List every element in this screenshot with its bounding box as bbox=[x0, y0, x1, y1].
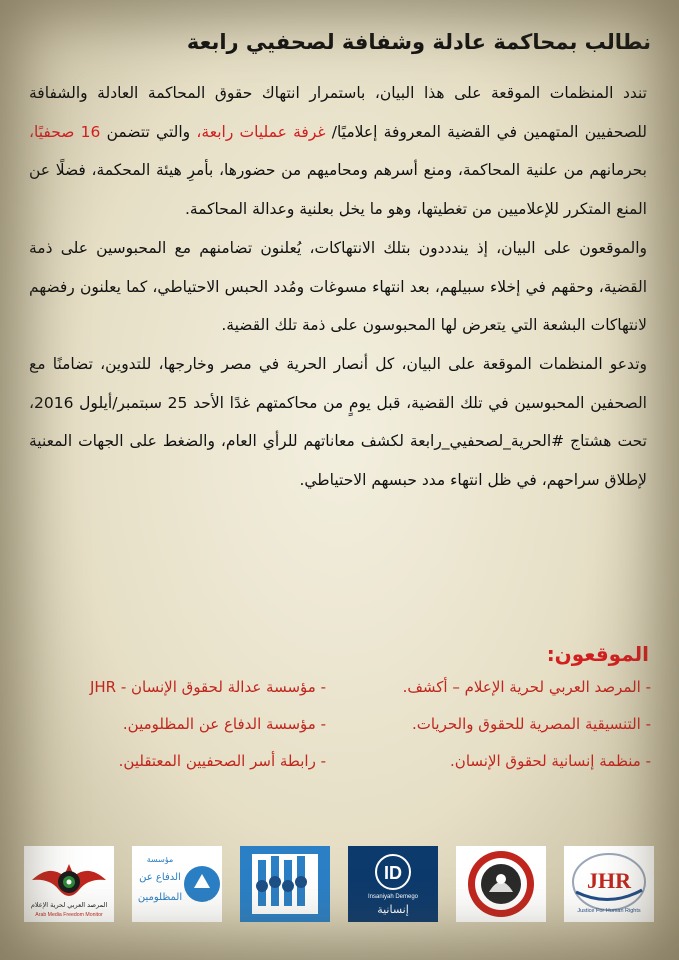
amfm-logo-en: Arab Media Freedom Monitor bbox=[35, 912, 103, 918]
amfm-logo-graphic bbox=[24, 846, 114, 922]
signer-item: - رابطة أسر الصحفيين المعتقلين. bbox=[118, 752, 326, 770]
insaniyah-logo-arabic: إنسانية bbox=[377, 903, 409, 916]
amfm-logo-text: المرصد العربي لحرية الإعلام bbox=[30, 901, 108, 909]
signer-item: - المرصد العربي لحرية الإعلام – أكشف. bbox=[402, 678, 651, 696]
defense-of-oppressed-logo bbox=[132, 846, 222, 922]
svg-text:الدفاع عن: الدفاع عن bbox=[139, 872, 181, 883]
jhr-logo-graphic bbox=[564, 846, 654, 922]
defense-logo-graphic bbox=[132, 846, 222, 922]
svg-text:مؤسسة: مؤسسة bbox=[146, 855, 174, 864]
paragraph-1-text-b: والتي تتضمن bbox=[100, 122, 197, 141]
ecrf-logo bbox=[456, 846, 546, 922]
paragraph-2: والموقعون على البيان، إذ يندددون بتلك الانتهاكات، يُعلنون تضامنهم مع المحبوسين على ذمة القضية، وحقهم في إخلاء سبيلهم، بعد انتهاء مسوغات ومُدد الحبس الاحتياطي، كما يعلنون رفضهم لانتهاكات البشعة التي يتعرض لها المحبوسون على ذمة تلك القضية. bbox=[29, 238, 647, 335]
fists-pens-icon bbox=[240, 846, 330, 922]
svg-text:المظلومين: المظلومين bbox=[137, 892, 183, 903]
amfm-logo bbox=[24, 846, 114, 922]
signer-item: - مؤسسة الدفاع عن المظلومين. bbox=[122, 715, 326, 733]
statement-body bbox=[29, 74, 647, 500]
paragraph-1 bbox=[29, 74, 647, 229]
signer-item: - التنسيقية المصرية للحقوق والحريات. bbox=[411, 715, 651, 733]
paragraph-1-text-c: بحرمانهم من علنية المحاكمة، ومنع أسرهم ومحاميهم من حضورها، بأمرِ هيئة المحكمة، فضلًا عن المنع المتكرر للإعلاميين من تغطيتها، وهو ما يخل بعلنية وعدالة المحاكمة. bbox=[29, 161, 647, 219]
signers-list bbox=[21, 676, 651, 772]
logos-row bbox=[24, 846, 654, 924]
jhr-logo-text: JHR bbox=[587, 868, 631, 893]
ecrf-logo-graphic bbox=[456, 846, 546, 922]
case-name-highlight: غرفة عمليات رابعة، bbox=[196, 122, 326, 141]
paragraph-1-text-a: تندد المنظمات الموقعة على هذا البيان، باستمرار انتهاك حقوق المحاكمة العادلة والشفافة للصحفيين المتهمين في القضية المعروفة إعلاميًا/ bbox=[29, 84, 648, 141]
insaniyah-logo-name: Insaniyah Demego bbox=[367, 894, 419, 900]
page-title: نطالب بمحاكمة عادلة وشفافة لصحفيي رابعة bbox=[186, 30, 651, 54]
jhr-logo bbox=[564, 846, 654, 922]
journalist-count-highlight: 16 صحفيًا، bbox=[29, 122, 101, 141]
jhr-logo-subtitle: Justice For Human Rights bbox=[577, 908, 641, 914]
defense-logo-badge: عايز حقي bbox=[191, 900, 213, 906]
journalists-families-logo bbox=[240, 846, 330, 922]
insaniyah-logo-graphic bbox=[348, 846, 438, 922]
paragraph-3: وتدعو المنظمات الموقعة على البيان، كل أنصار الحرية في مصر وخارجها، للتدوين، تضامنًا مع الصحفين المحبوسين في تلك القضية، قبل يومٍ من محاكمتهم غدًا الأحد 25 سبتمبر/أيلول 2016، تحت هشتاج #الحرية_لصحفيي_رابعة لكشف معاناتهم للرأي العام، والضغط على الجهات المعنية لإطلاق سراحهم، في ظل انتهاء مدد حبسهم الاحتياطي. bbox=[29, 354, 647, 490]
insaniyah-logo bbox=[348, 846, 438, 922]
signer-item: - منظمة إنسانية لحقوق الإنسان. bbox=[450, 752, 651, 770]
signer-item: - مؤسسة عدالة لحقوق الإنسان - JHR bbox=[89, 678, 326, 696]
signers-heading: الموقعون: bbox=[546, 642, 649, 666]
insaniyah-logo-text: ID bbox=[384, 863, 402, 883]
